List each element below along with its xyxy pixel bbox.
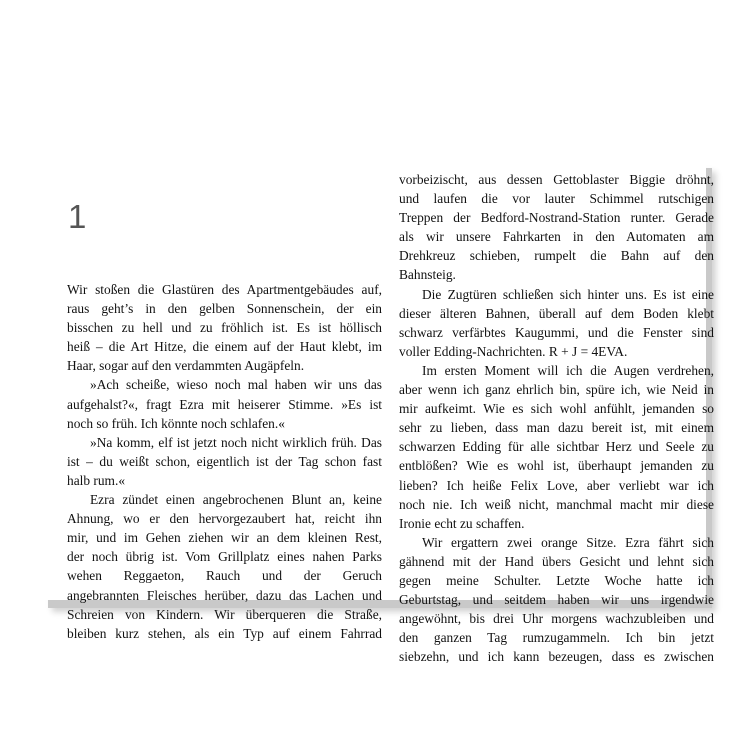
- text-line: raus geht’s in den gelben Sonnenschein, der ein: [67, 301, 382, 317]
- text-line: Ezra zündet einen angebrochenen Blunt an, keine: [90, 492, 382, 508]
- text-line: gähnend mit der Hand übers Gesicht und lehnt sich: [399, 553, 714, 569]
- text-line: Ironie echt zu schaffen.: [399, 515, 525, 531]
- right-page-text: [399, 170, 714, 666]
- text-line: Wir ergattern zwei orange Sitze. Ezra fährt sich: [422, 534, 714, 550]
- text-line: Haar, sogar auf den verdammten Augäpfeln.: [67, 358, 305, 374]
- text-line: angewöhnt, bis drei Uhr morgens wachzubleiben und: [399, 611, 714, 627]
- text-line: schwarz verfärbtes Kaugummi, und die Fenster sind: [399, 324, 714, 340]
- text-line: und laufen die vor lauter Schimmel rutschigen: [399, 191, 714, 207]
- text-line: noch so früh. Ich könnte noch schlafen.«: [67, 415, 285, 431]
- text-line: wehen Reggaeton, Rauch und der Geruch: [67, 568, 382, 584]
- text-line: mir, und im Gehen ziehen wir an dem kleinen Rest,: [67, 530, 382, 546]
- text-line: gegen meine Schulter. Letzte Woche hatte ich: [399, 572, 714, 588]
- left-page: [67, 200, 382, 643]
- text-line: »Na komm, elf ist jetzt noch nicht wirklich früh. Das: [90, 434, 382, 450]
- right-page: [399, 170, 714, 666]
- left-page-text: [67, 280, 382, 643]
- text-line: mir aufkeimt. Wie es sich wohl anfühlt, jemanden so: [399, 401, 714, 417]
- text-line: vorbeizischt, aus dessen Gettoblaster Biggie dröhnt,: [399, 172, 714, 187]
- text-line: Im ersten Moment will ich die Augen verdrehen,: [422, 362, 714, 378]
- book-spread: [42, 160, 714, 665]
- text-line: halb rum.«: [67, 472, 126, 488]
- text-line: dieser älteren Bahnen, überall auf dem Boden klebt: [399, 305, 714, 321]
- text-line: Bahnsteig.: [399, 267, 456, 283]
- text-line: bisschen zu hell und zu fröhlich ist. Es ist höllisch: [67, 320, 382, 336]
- text-line: aufgehalst?«, fragt Ezra mit heiserer Stimme. »Es ist: [67, 396, 382, 412]
- text-line: aber wenn ich ganz ehrlich bin, spüre ich, wie Neid in: [399, 382, 714, 398]
- text-line: der noch übrig ist. Vom Grillplatz eines nahen Parks: [67, 549, 382, 565]
- text-line: »Ach scheiße, wieso noch mal haben wir uns das: [90, 377, 382, 393]
- text-line: siebzehn, und ich kann bezeugen, dass es zwischen: [399, 649, 714, 665]
- text-line: ist – du weißt schon, eigentlich ist der Tag schon fast: [67, 453, 382, 469]
- text-line: schwarzen Edding für alle sichtbar Herz und Seele zu: [399, 439, 714, 455]
- text-line: heiß – die Art Hitze, die einem auf der Haut klebt, im: [67, 339, 382, 355]
- text-line: Drehkreuz schieben, rumpelt die Bahn auf den: [399, 248, 714, 264]
- text-line: Schreien von Kindern. Wir überqueren die Straße,: [67, 606, 382, 622]
- text-line: noch nie. Ich weiß nicht, manchmal macht mir diese: [399, 496, 714, 512]
- text-line: voller Edding-Nachrichten. R + J = 4EVA.: [399, 343, 628, 359]
- text-line: bleiben kurz stehen, als ein Typ auf einem Fahrrad: [67, 625, 382, 641]
- text-line: Wir stoßen die Glastüren des Apartmentgebäudes auf,: [67, 282, 382, 297]
- text-line: den ganzen Tag rumzugammeln. Ich bin jetzt: [399, 630, 714, 646]
- text-line: als wir unsere Fahrkarten in den Automaten am: [399, 229, 714, 245]
- text-line: entblößen? Wie es wohl ist, überhaupt jemanden zu: [399, 458, 714, 474]
- text-line: Treppen der Bedford-Nostrand-Station runter. Gerade: [399, 210, 714, 226]
- text-line: Geburtstag, und seitdem haben wir uns irgendwie: [399, 592, 714, 608]
- text-line: Ahnung, wo er den hervorgezaubert hat, reicht ihn: [67, 511, 382, 527]
- chapter-number: 1: [68, 198, 87, 235]
- text-line: sehr zu lieben, dass man dazu bereit ist, mit einem: [399, 420, 714, 436]
- text-line: angebrannten Fleisches herüber, dazu das Lachen und: [67, 587, 382, 603]
- text-line: Die Zugtüren schließen sich hinter uns. Es ist eine: [422, 286, 714, 302]
- text-line: lieben? Ich heiße Felix Love, aber verliebt war ich: [399, 477, 714, 493]
